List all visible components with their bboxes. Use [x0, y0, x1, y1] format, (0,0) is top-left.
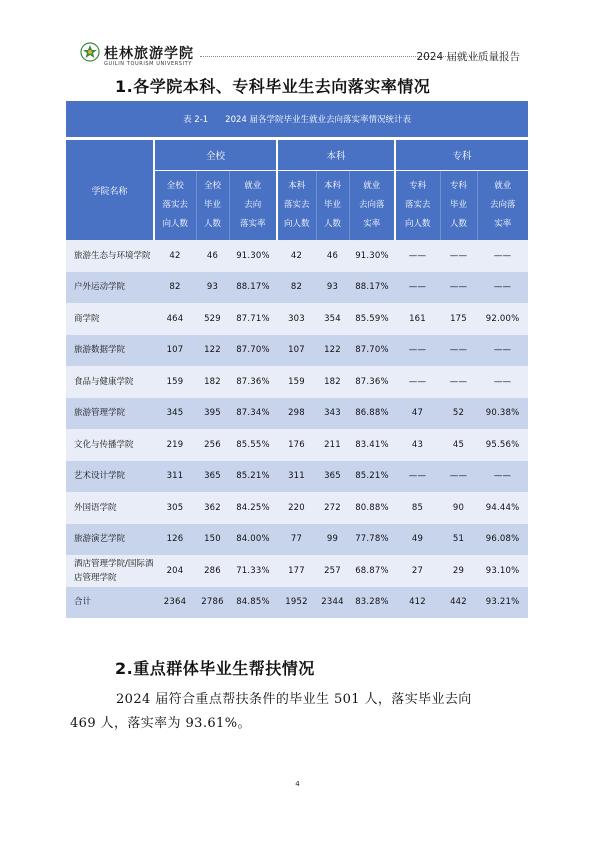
value-cell: —— — [477, 335, 528, 367]
table-row — [66, 335, 528, 367]
value-cell: 45 — [440, 429, 477, 461]
table-row — [66, 272, 528, 304]
value-cell: 211 — [316, 429, 349, 461]
value-cell: 311 — [154, 461, 196, 493]
value-cell: 182 — [316, 366, 349, 398]
subheader: 专科 落实去 向人数 — [395, 171, 440, 241]
value-cell: 354 — [316, 303, 349, 335]
table-row — [66, 398, 528, 430]
college-name-cell: 合计 — [66, 587, 154, 619]
value-cell: 87.36% — [229, 366, 277, 398]
value-cell: —— — [477, 461, 528, 493]
value-cell: 365 — [316, 461, 349, 493]
table-row — [66, 555, 528, 587]
value-cell: 311 — [277, 461, 316, 493]
value-cell: 86.88% — [349, 398, 395, 430]
value-cell: 46 — [316, 240, 349, 272]
value-cell: —— — [477, 366, 528, 398]
value-cell: 365 — [196, 461, 229, 493]
value-cell: 29 — [440, 555, 477, 587]
body-paragraph-line: 2024 届符合重点帮扶条件的毕业生 501 人，落实毕业去向 — [116, 692, 472, 707]
value-cell: 87.36% — [349, 366, 395, 398]
value-cell: 49 — [395, 524, 440, 556]
value-cell: 83.41% — [349, 429, 395, 461]
report-title: 2024 届就业质量报告 — [416, 51, 520, 63]
value-cell: 159 — [154, 366, 196, 398]
university-emblem-icon — [80, 42, 100, 62]
value-cell: 442 — [440, 587, 477, 619]
value-cell: —— — [395, 366, 440, 398]
value-cell: 93.21% — [477, 587, 528, 619]
value-cell: 85.55% — [229, 429, 277, 461]
value-cell: —— — [440, 366, 477, 398]
section-heading: 1.各学院本科、专科毕业生去向落实率情况 — [115, 77, 431, 96]
table-row — [66, 587, 528, 619]
table-row — [66, 461, 528, 493]
value-cell: 219 — [154, 429, 196, 461]
value-cell: 92.00% — [477, 303, 528, 335]
value-cell: 87.34% — [229, 398, 277, 430]
value-cell: 77 — [277, 524, 316, 556]
value-cell: 107 — [154, 335, 196, 367]
value-cell: 93 — [316, 272, 349, 304]
university-logo-english: GUILIN TOURISM UNIVERSITY — [104, 61, 192, 67]
subheader: 全校 落实去 向人数 — [154, 171, 196, 241]
value-cell: 85.59% — [349, 303, 395, 335]
value-cell: 27 — [395, 555, 440, 587]
table-row — [66, 492, 528, 524]
value-cell: 93.10% — [477, 555, 528, 587]
value-cell: 298 — [277, 398, 316, 430]
value-cell: 52 — [440, 398, 477, 430]
value-cell: 177 — [277, 555, 316, 587]
value-cell: 343 — [316, 398, 349, 430]
table-body — [66, 240, 528, 618]
value-cell: 90 — [440, 492, 477, 524]
value-cell: —— — [395, 272, 440, 304]
subheader: 本科 毕业 人数 — [316, 171, 349, 241]
college-name-cell: 文化与传播学院 — [66, 429, 154, 461]
value-cell: 91.30% — [349, 240, 395, 272]
value-cell: 395 — [196, 398, 229, 430]
value-cell: 2364 — [154, 587, 196, 619]
value-cell: 96.08% — [477, 524, 528, 556]
university-logo-text: 桂林旅游学院 — [104, 46, 194, 62]
value-cell: 84.25% — [229, 492, 277, 524]
page-header — [80, 40, 520, 70]
table-row — [66, 366, 528, 398]
value-cell: 159 — [277, 366, 316, 398]
table-row — [66, 303, 528, 335]
value-cell: 77.78% — [349, 524, 395, 556]
subheader: 就业 去向落 实率 — [477, 171, 528, 241]
value-cell: —— — [395, 240, 440, 272]
value-cell: 529 — [196, 303, 229, 335]
group-header-junior: 专科 — [395, 139, 528, 171]
value-cell: 464 — [154, 303, 196, 335]
subheader: 就业 去向落 实率 — [349, 171, 395, 241]
value-cell: 272 — [316, 492, 349, 524]
value-cell: 362 — [196, 492, 229, 524]
value-cell: 305 — [154, 492, 196, 524]
value-cell: —— — [477, 272, 528, 304]
value-cell: 91.30% — [229, 240, 277, 272]
value-cell: 83.28% — [349, 587, 395, 619]
value-cell: —— — [395, 335, 440, 367]
value-cell: 412 — [395, 587, 440, 619]
table-row — [66, 429, 528, 461]
value-cell: 82 — [154, 272, 196, 304]
subheader: 就业 去向 落实率 — [229, 171, 277, 241]
value-cell: 256 — [196, 429, 229, 461]
value-cell: —— — [440, 461, 477, 493]
college-name-cell: 旅游生态与环境学院 — [66, 240, 154, 272]
value-cell: 85 — [395, 492, 440, 524]
value-cell: 87.70% — [229, 335, 277, 367]
college-name-cell: 酒店管理学院/国际酒店管理学院 — [66, 555, 154, 587]
value-cell: —— — [395, 461, 440, 493]
value-cell: 46 — [196, 240, 229, 272]
value-cell: 84.00% — [229, 524, 277, 556]
value-cell: 85.21% — [229, 461, 277, 493]
subheader: 专科 毕业 人数 — [440, 171, 477, 241]
value-cell: 161 — [395, 303, 440, 335]
subheader: 全校 毕业 人数 — [196, 171, 229, 241]
value-cell: 82 — [277, 272, 316, 304]
group-header-all: 全校 — [154, 139, 277, 171]
value-cell: —— — [477, 240, 528, 272]
value-cell: 95.56% — [477, 429, 528, 461]
college-name-cell: 商学院 — [66, 303, 154, 335]
value-cell: 2786 — [196, 587, 229, 619]
value-cell: 99 — [316, 524, 349, 556]
value-cell: 257 — [316, 555, 349, 587]
value-cell: 88.17% — [229, 272, 277, 304]
college-column-header: 学院名称 — [66, 139, 154, 241]
value-cell: 71.33% — [229, 555, 277, 587]
value-cell: 87.70% — [349, 335, 395, 367]
college-name-cell: 旅游数据学院 — [66, 335, 154, 367]
value-cell: 94.44% — [477, 492, 528, 524]
page-number: 4 — [295, 780, 300, 788]
value-cell: 303 — [277, 303, 316, 335]
value-cell: —— — [440, 272, 477, 304]
group-header-undergrad: 本科 — [277, 139, 395, 171]
value-cell: 42 — [154, 240, 196, 272]
value-cell: 126 — [154, 524, 196, 556]
value-cell: 182 — [196, 366, 229, 398]
value-cell: 80.88% — [349, 492, 395, 524]
college-name-cell: 户外运动学院 — [66, 272, 154, 304]
body-paragraph-line: 469 人，落实率为 93.61%。 — [70, 716, 251, 731]
college-name-cell: 食品与健康学院 — [66, 366, 154, 398]
value-cell: 68.87% — [349, 555, 395, 587]
table-row — [66, 524, 528, 556]
table-caption: 表 2-1 2024 届各学院毕业生就业去向落实率情况统计表 — [66, 101, 528, 139]
value-cell: 122 — [196, 335, 229, 367]
employment-table — [66, 101, 528, 618]
value-cell: 2344 — [316, 587, 349, 619]
college-name-cell: 旅游演艺学院 — [66, 524, 154, 556]
value-cell: 122 — [316, 335, 349, 367]
value-cell: 175 — [440, 303, 477, 335]
value-cell: 1952 — [277, 587, 316, 619]
value-cell: 84.85% — [229, 587, 277, 619]
value-cell: 88.17% — [349, 272, 395, 304]
value-cell: 150 — [196, 524, 229, 556]
college-name-cell: 外国语学院 — [66, 492, 154, 524]
value-cell: 51 — [440, 524, 477, 556]
value-cell: 90.38% — [477, 398, 528, 430]
value-cell: 107 — [277, 335, 316, 367]
college-name-cell: 旅游管理学院 — [66, 398, 154, 430]
value-cell: 87.71% — [229, 303, 277, 335]
section-heading: 2.重点群体毕业生帮扶情况 — [115, 659, 315, 678]
value-cell: 220 — [277, 492, 316, 524]
subheader: 本科 落实去 向人数 — [277, 171, 316, 241]
value-cell: 93 — [196, 272, 229, 304]
value-cell: 345 — [154, 398, 196, 430]
value-cell: —— — [440, 240, 477, 272]
value-cell: —— — [440, 335, 477, 367]
value-cell: 43 — [395, 429, 440, 461]
college-name-cell: 艺术设计学院 — [66, 461, 154, 493]
value-cell: 85.21% — [349, 461, 395, 493]
value-cell: 47 — [395, 398, 440, 430]
table-row — [66, 240, 528, 272]
value-cell: 42 — [277, 240, 316, 272]
value-cell: 204 — [154, 555, 196, 587]
value-cell: 176 — [277, 429, 316, 461]
value-cell: 286 — [196, 555, 229, 587]
